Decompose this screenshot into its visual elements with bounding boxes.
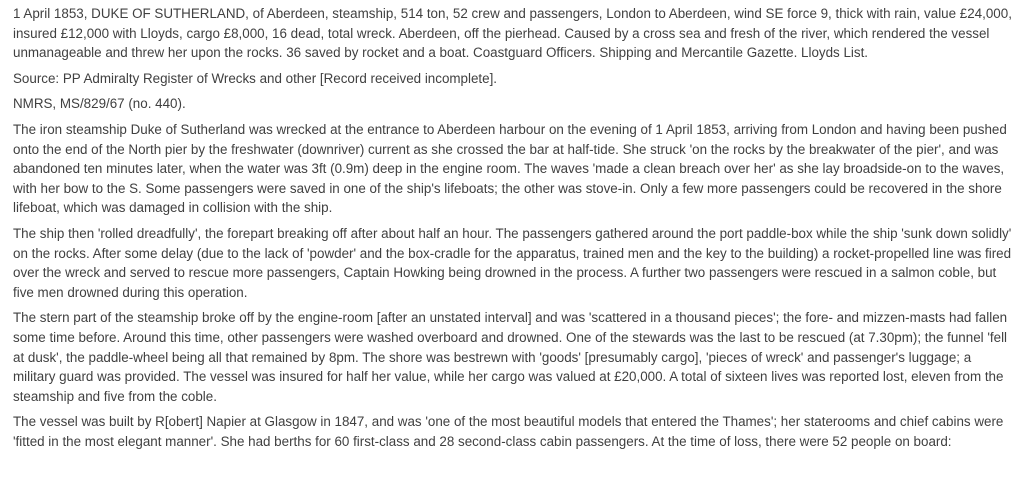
document-body	[13, 4, 1013, 451]
stern-breakup-paragraph: The stern part of the steamship broke off by the engine-room [after an unstated interval] and was 'scattered in a thousand pieces'; the fore- and mizzen-masts had fallen some time before. Around this time, other passengers were washed overboard and drowned. One of the stewards was the last to be rescued (at 7.30pm); the funnel 'fell at dusk', the paddle-wheel being all that remained by 8pm. The shore was bestrewn with 'goods' [presumably cargo], 'pieces of wreck' and passenger's luggage; a military guard was provided. The vessel was insured for half her value, while her cargo was valued at £20,000. A total of sixteen lives was reported lost, eleven from the steamship and five from the coble.	[13, 310, 1008, 404]
source-paragraph: Source: PP Admiralty Register of Wrecks and other [Record received incomplete].	[13, 70, 498, 86]
rescue-account-paragraph: The ship then 'rolled dreadfully', the forepart breaking off after about half an hour. The passengers gathered around the port paddle-box while the ship 'sunk down solidly' on the rocks. After some delay (due to the lack of 'powder' and the box-cradle for the apparatus, trained men and the key to the building) a rocket-propelled line was fired over the wreck and served to rescue more passengers, Captain Howking being drowned in the process. A further two passengers were rescued in a salmon coble, but five men drowned during this operation.	[13, 225, 1012, 300]
vessel-history-paragraph: The vessel was built by R[obert] Napier at Glasgow in 1847, and was 'one of the most beautiful models that entered the Thames'; her staterooms and chief cabins were 'fitted in the most elegant manner'. She had berths for 60 first-class and 28 second-class cabin passengers. At the time of loss, there were 52 people on board:	[13, 414, 1004, 449]
nmrs-reference-paragraph: NMRS, MS/829/67 (no. 440).	[13, 96, 186, 112]
record-summary-paragraph: 1 April 1853, DUKE OF SUTHERLAND, of Aberdeen, steamship, 514 ton, 52 crew and passengers, London to Aberdeen, wind SE force 9, thick with rain, value £24,000, insured £12,000 with Lloyds, cargo £8,000, 16 dead, total wreck. Aberdeen, off the pierhead. Caused by a cross sea and fresh of the river, which rendered the vessel unmanageable and threw her upon the rocks. 36 saved by rocket and a boat. Coastguard Officers. Shipping and Mercantile Gazette. Lloyds List.	[13, 6, 1012, 61]
wreck-account-paragraph: The iron steamship Duke of Sutherland was wrecked at the entrance to Aberdeen harbour on the evening of 1 April 1853, arriving from London and having been pushed onto the end of the North pier by the freshwater (downriver) current as she crossed the bar at half-tide. She struck 'on the rocks by the breakwater of the pier', and was abandoned ten minutes later, when the water was 3ft (0.9m) deep in the engine room. The waves 'made a clean breach over her' as she lay broadside-on to the waves, with her bow to the S. Some passengers were saved in one of the ship's lifeboats; the other was stove-in. Only a few more passengers could be recovered in the shore lifeboat, which was damaged in collision with the ship.	[13, 121, 1007, 216]
